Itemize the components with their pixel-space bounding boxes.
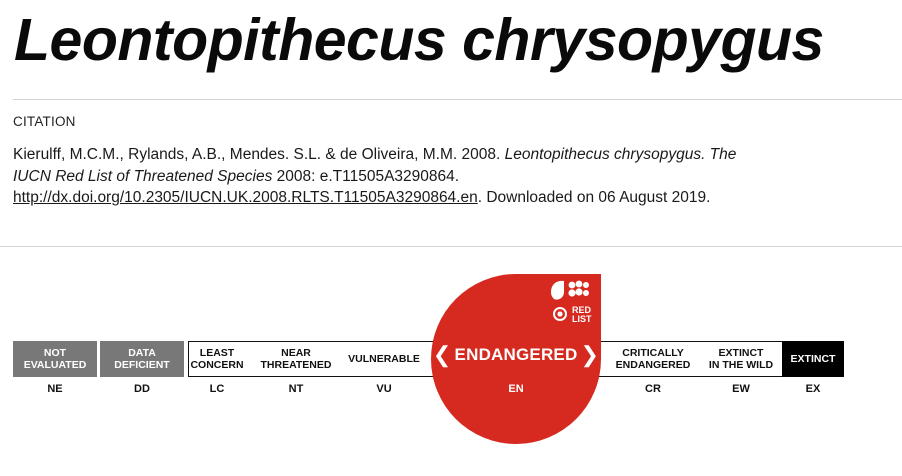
- category-ew: [702, 341, 780, 377]
- citation-downloaded: . Downloaded on 06 August 2019.: [477, 189, 711, 206]
- code-dd: DD: [134, 383, 150, 395]
- category-ew-line2: IN THE WILD: [708, 359, 774, 371]
- category-ex: [782, 341, 844, 377]
- category-ew-line1: EXTINCT: [718, 347, 764, 359]
- category-nt-line1: NEAR: [281, 347, 311, 359]
- citation-series: IUCN Red List of Threatened Species: [13, 167, 273, 185]
- category-nt-line2: THREATENED: [260, 359, 332, 371]
- category-cr-line2: ENDANGERED: [615, 359, 691, 371]
- logo-list-text: LIST: [572, 314, 592, 324]
- chevron-left-icon: ❮: [432, 342, 452, 367]
- category-ne-line1: NOT: [43, 347, 67, 359]
- code-lc: LC: [209, 383, 225, 395]
- citation-doi-link[interactable]: http://dx.doi.org/10.2305/IUCN.UK.2008.RLTS.T11505A3290864.en: [13, 189, 478, 206]
- divider-bottom: [0, 246, 902, 247]
- category-dd: [100, 341, 184, 377]
- category-lc-line2: CONCERN: [190, 359, 244, 371]
- category-ne-line2: EVALUATED: [23, 359, 87, 371]
- citation-text: [13, 144, 813, 209]
- citation-species: Leontopithecus chrysopygus. The: [504, 146, 737, 163]
- category-ex-line1: EXTINCT: [790, 353, 836, 365]
- code-en: EN: [508, 383, 524, 395]
- page-title: Leontopithecus chrysopygus: [14, 7, 824, 73]
- code-ex: EX: [805, 383, 821, 395]
- category-vu: [342, 341, 426, 377]
- logo-red-text: RED: [572, 305, 592, 315]
- code-nt: NT: [288, 383, 304, 395]
- divider-top: [13, 99, 902, 100]
- citation-label: CITATION: [13, 114, 76, 129]
- category-dd-line1: DATA: [128, 347, 156, 359]
- citation-authors: Kierulff, M.C.M., Rylands, A.B., Mendes. S.L. & de Oliveira, M.M. 2008.: [13, 146, 505, 163]
- category-vu-line1: VULNERABLE: [348, 353, 420, 365]
- category-lc-line1: LEAST: [199, 347, 235, 359]
- category-nt: [252, 341, 340, 377]
- category-lc: [188, 341, 246, 377]
- category-en: [432, 342, 600, 367]
- category-ne: [13, 341, 97, 377]
- category-dd-line2: DEFICIENT: [114, 359, 170, 371]
- code-ew: EW: [732, 383, 750, 395]
- category-en-label: ENDANGERED: [454, 345, 578, 364]
- red-list-scale: [0, 260, 902, 460]
- citation-year-code: 2008: e.T11505A3290864.: [272, 167, 460, 185]
- category-cr-line1: CRITICALLY: [622, 347, 684, 359]
- code-vu: VU: [376, 383, 392, 395]
- code-ne: NE: [47, 383, 63, 395]
- chevron-right-icon: ❯: [580, 342, 600, 367]
- iucn-red-list-logo-icon: [548, 278, 602, 326]
- category-cr: [604, 341, 702, 377]
- code-cr: CR: [645, 383, 661, 395]
